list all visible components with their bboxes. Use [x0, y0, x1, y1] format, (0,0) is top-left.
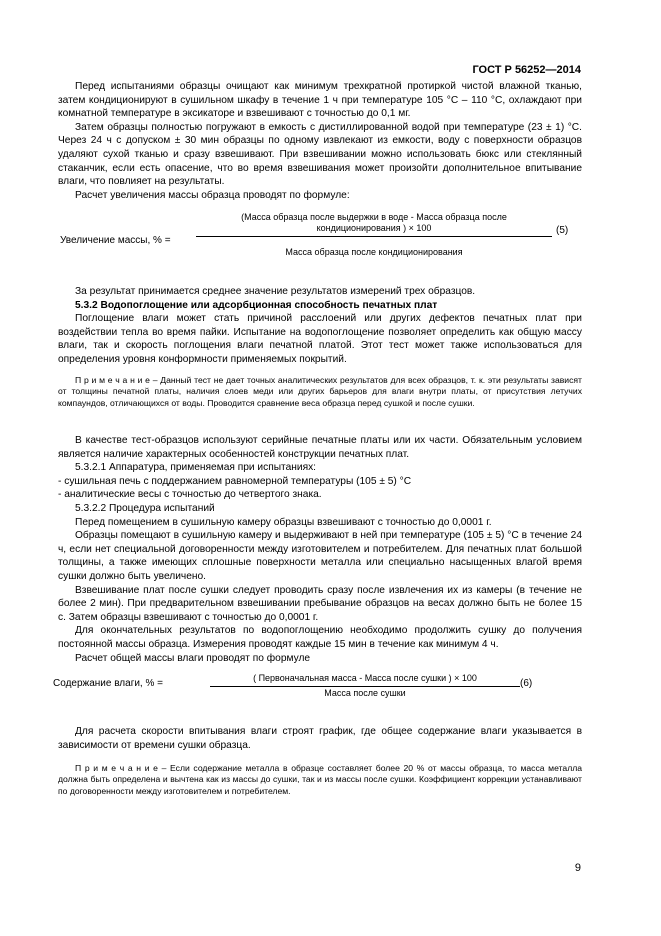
- formula-6-numerator: ( Первоначальная масса - Масса после сушки ) × 100: [253, 673, 477, 683]
- paragraph: 5.3.2.2 Процедура испытаний: [75, 502, 215, 514]
- paragraph: Затем образцы полностью погружают в емкость с дистиллированной водой при температуре (23 ± 1) °C. Через 24 ч с допуском ± 30 мин образцы по одному извлекают из емкости, воду с поверхности образцов удаляют сухой тканью и сразу взвешивают. При взвешивании можно использовать бюкс или стеклянный стаканчик, если есть опасение, что во время взвешивания может произойти дополнительное впитывание влаги, что повлияет на результаты.: [58, 121, 582, 188]
- note-1-text: Данный тест не дает точных аналитических результатов для всех образцов, т. к. эти результаты зависят от толщины печатной платы, наличия слоев меди или других барьеров для влаги внутри платы, от присутствия летучих компаундов, отличающихся от воды. Проводится сравнение веса образца перед сушкой и после сушки.: [58, 375, 582, 408]
- section-heading: 5.3.2 Водопоглощение или адсорбционная способность печатных плат: [75, 299, 438, 311]
- list-item: - аналитические весы с точностью до четвертого знака.: [58, 489, 322, 501]
- formula-5-fraction-line: [196, 236, 552, 237]
- formula-5-number: (5): [556, 225, 569, 236]
- section-block: [58, 285, 582, 367]
- paragraph: Образцы помещают в сушильную камеру и выдерживают в ней при температуре (105 ± 5) °С в течение 24 ч, если нет специальной договоренности между изготовителем и потребителем. Для печатных плат большой толщины, а также имеющих сплошные поверхности металла или специально насыщенных влагой время сушки должно быть увеличено.: [58, 530, 582, 582]
- formula-5-denominator: Масса образца после кондиционирования: [285, 247, 463, 257]
- procedure-block: [58, 434, 582, 665]
- paragraph: Взвешивание плат после сушки следует проводить сразу после извлечения их из камеры (в течение не более 2 мин). При предварительном взвешивании пребывание образцов на весах должно быть не более 15 с. Затем образцы взвешивают с точностью до 0,0001 г.: [58, 584, 582, 623]
- formula-5-label: Увеличение массы, % =: [60, 235, 171, 246]
- standard-header: ГОСТ Р 56252—2014: [472, 64, 581, 76]
- formula-5-numerator: [196, 212, 552, 234]
- paragraph: Для расчета скорости впитывания влаги строят график, где общее содержание влаги указывается в зависимости от времени сушки образца.: [58, 726, 582, 751]
- note-1: [58, 375, 582, 409]
- paragraph: Перед помещением в сушильную камеру образцы взвешивают с точностью до 0,0001 г.: [75, 516, 492, 528]
- paragraph: Расчет увеличения массы образца проводят по формуле:: [75, 189, 350, 201]
- page-number: 9: [574, 862, 581, 874]
- formula-6-number: (6): [520, 678, 533, 689]
- note-2-text: Если содержание металла в образце составляет более 20 % от массы образца, то масса металла должна быть определена и вычтена как из массы до сушки, так и из массы после сушки. Коэффициент коррекции устанавливают по договоренности между изготовителем и потребителем.: [58, 763, 583, 796]
- paragraph: 5.3.2.1 Аппаратура, применяемая при испытаниях:: [75, 462, 317, 474]
- paragraph: Поглощение влаги может стать причиной расслоений или других дефектов печатных плат при воздействии тепла во время пайки. Испытание на водопоглощение позволяет определить как общую массу влаги, так и скорость поглощения влаги печатной платой. Этот тест может также использоваться для определения уровня конформности применяемых покрытий.: [58, 313, 582, 365]
- paragraph: Для окончательных результатов по водопоглощению необходимо продолжить сушку до получения постоянной массы образца. Измерения проводят каждые 15 мин в течение как минимум 4 ч.: [58, 625, 582, 650]
- paragraph: За результат принимается среднее значение результатов измерений трех образцов.: [75, 286, 476, 297]
- formula-5-numerator-line2: кондиционирования ) × 100: [316, 223, 432, 233]
- note-2-prefix: П р и м е ч а н и е –: [75, 763, 167, 773]
- note-2: [58, 763, 582, 797]
- formula-5-numerator-line1: (Масса образца после выдержки в воде - Масса образца после: [241, 212, 507, 222]
- note-1-prefix: П р и м е ч а н и е –: [75, 375, 158, 385]
- list-item: - сушильная печь с поддержанием равномерной температуры (105 ± 5) °С: [58, 475, 412, 487]
- paragraph: В качестве тест-образцов используют серийные печатные платы или их части. Обязательным условием является наличие характерных особенностей конструкции печатных плат.: [58, 435, 582, 460]
- formula-6-fraction-line: [210, 686, 520, 687]
- paragraph: Перед испытаниями образцы очищают как минимум трехкратной протиркой чистой влажной тканью, затем кондиционируют в сушильном шкафу в течение 1 ч при температуре 105 °C – 110 °C, охлаждают при комнатной температуре в эксикаторе и взвешивают с точностью до 0,1 мг.: [58, 81, 582, 120]
- paragraph: Расчет общей массы влаги проводят по формуле: [75, 652, 311, 664]
- formula-6-denominator: Масса после сушки: [324, 688, 406, 698]
- intro-block: [58, 80, 582, 202]
- formula-6-label: Содержание влаги, % =: [53, 678, 163, 689]
- graph-paragraph-block: [58, 725, 582, 752]
